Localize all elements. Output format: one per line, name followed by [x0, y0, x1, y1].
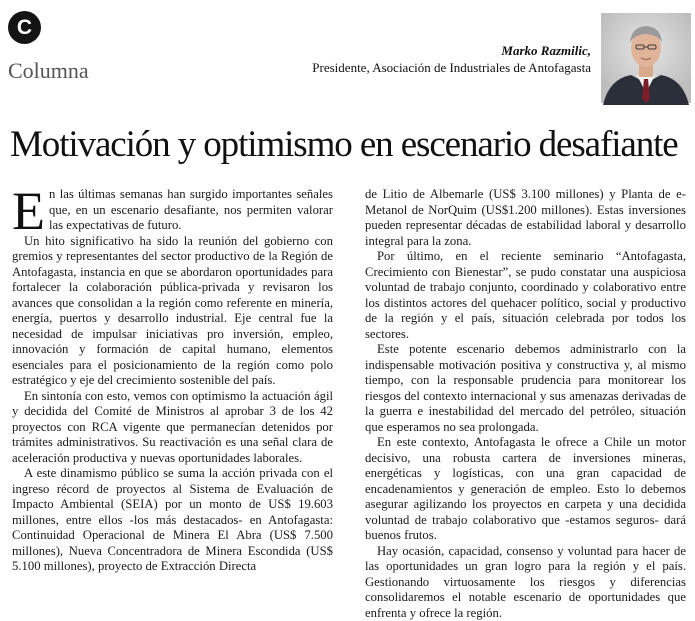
article-paragraph	[12, 187, 333, 234]
article-paragraph: En este contexto, Antofagasta le ofrece a Chile un motor decisivo, una robusta cartera de inversiones mineras, energéticas y logísticas, con una gran capacidad de encadenamientos y generación de empleo. Esto lo debemos asegurar agilizando los proyectos en carpeta y una decidida voluntad de trabajo colaborativo que -estamos seguros- dará buenos frutos.	[365, 435, 686, 544]
article-paragraph: Por último, en el reciente seminario “Antofagasta, Crecimiento con Bienestar”, se pudo constatar una auspiciosa voluntad de trabajo conjunto, coordinado y colaborativo entre los distintos actores del quehacer político, social y productivo de la región y el país, situación celebrada por todos los sectores.	[365, 249, 686, 342]
author-role: Presidente, Asociación de Industriales de Antofagasta	[312, 59, 591, 76]
dropcap: E	[12, 191, 45, 231]
paragraph-text: n las últimas semanas han surgido importantes señales que, en un escenario desafiante, nos permiten valorar las expectativas de futuro.	[49, 187, 333, 232]
author-name: Marko Razmilic,	[312, 42, 591, 59]
section-badge: C	[8, 11, 41, 44]
article-column-right	[365, 187, 686, 621]
author-byline	[312, 42, 591, 76]
article-paragraph: Hay ocasión, capacidad, consenso y voluntad para hacer de las oportunidades un gran logro para la región y el país. Gestionando virtuosamente los riesgos y diferencias consolidaremos el notable escenario de oportunidades que enfrenta y ofrece la región.	[365, 544, 686, 621]
article-paragraph: A este dinamismo público se suma la acción privada con el ingreso récord de proyectos al Sistema de Evaluación de Impacto Ambiental (SEIA) por un monto de US$ 19.603 millones, entre ellos -los más destacados- en Antofagasta: Continuidad Operacional de Minera El Abra (US$ 7.500 millones), Nueva Concentradora de Minera Escondida (US$ 5.100 millones), proyecto de Extracción Directa	[12, 466, 333, 575]
article-column-left	[12, 187, 333, 575]
article-paragraph: En sintonía con esto, vemos con optimismo la actuación ágil y decidida del Comité de Ministros al aprobar 3 de los 42 proyectos con RCA vigente que permanecían detenidos por trámites administrativos. Su reactivación es una señal clara de aceleración productiva y nuevas oportunidades laborales.	[12, 389, 333, 467]
headline: Motivación y optimismo en escenario desafiante	[10, 124, 690, 166]
section-label: Columna	[8, 58, 89, 84]
article-paragraph: Un hito significativo ha sido la reunión del gobierno con gremios y representantes del sector productivo de la Región de Antofagasta, instancia en que se abordaron oportunidades para fortalecer la colaboración pública-privada y revisaron los avances que consolidan a la región como referente en minería, energía, puertos y desarrollo industrial. Eje central fue la necesidad de impulsar iniciativas pro inversión, empleo, innovación y formación de capital humano, elementos esenciales para el posicionamiento de la región como polo estratégico y eje del crecimiento sostenible del país.	[12, 234, 333, 389]
article-paragraph: Este potente escenario debemos administrarlo con la indispensable motivación positiva y constructiva y, al mismo tiempo, con la responsable prudencia para monitorear los riesgos del contexto internacional y sus amenazas derivadas de la guerra e inestabilidad del mercado del petróleo, situación que esperamos no sea prolongada.	[365, 342, 686, 435]
author-photo	[601, 13, 691, 103]
article-paragraph: de Litio de Albemarle (US$ 3.100 millones) y Planta de e-Metanol de NorQuim (US$1.200 millones). Estas inversiones pueden representar décadas de estabilidad laboral y desarrollo integral para la zona.	[365, 187, 686, 249]
